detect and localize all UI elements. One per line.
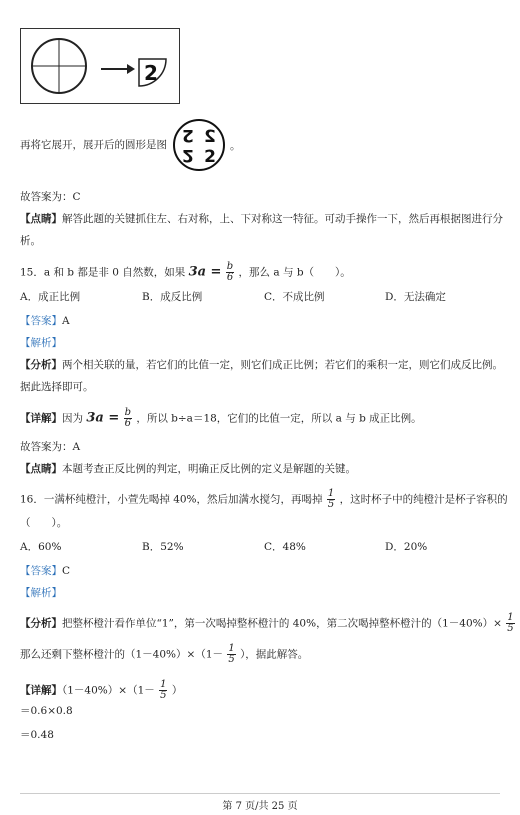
q15-comment: 【点睛】本题考查正反比例的判定，明确正反比例的定义是解题的关键。 — [20, 463, 356, 475]
digit-bottom-right: 2 — [204, 147, 216, 167]
q15-fraction: $\frac{b}{6}$ — [226, 261, 234, 283]
digit-bottom-left: 2 — [182, 145, 194, 165]
q16-option-a: A．60% — [20, 541, 62, 553]
digit-top-right: 2 — [204, 127, 216, 147]
quarter-digit: 2 — [144, 61, 158, 85]
q14-comment-line2: 析。 — [20, 235, 41, 247]
q15-option-c: C．不成比例 — [264, 291, 325, 303]
q16-detail-fraction: $\frac{1}{5}$ — [160, 679, 167, 701]
q15-answer: 【答案】A — [20, 315, 70, 327]
q15-detail: 【详解】因为 3a = $\frac{b}{6}$ ，所以 b÷a＝18，它们的比值一定，所以 a 与 b 成正比例。 — [20, 407, 422, 429]
q16-fenxi-line1: 【分析】把整杯橙汁看作单位“1”，第一次喝掉整杯橙汁的 40%，第二次喝掉整杯橙汁的（1－40%）× $\frac{1}{5}$ — [20, 612, 514, 634]
page-number: 第 7 页/共 25 页 — [222, 801, 298, 812]
q15-option-d: D．无法确定 — [385, 291, 446, 303]
q15-final: 故答案为：A — [20, 441, 81, 453]
q16-stem: 16．一满杯纯橙汁，小萱先喝掉 40%，然后加满水搅匀，再喝掉 $\frac{1}{5}$ ，这时杯子中的纯橙汁是杯子容积的 — [20, 488, 508, 510]
q16-step1: ＝0.6×0.8 — [20, 705, 73, 717]
q16-fenxi-fraction2: $\frac{1}{5}$ — [228, 643, 235, 665]
q16-analysis-tag: 【解析】 — [20, 587, 62, 599]
q15-stem: 15．a 和 b 都是非 0 自然数，如果 3a = $\frac{b}{6}$ ，那么 a 与 b（ ）。 — [20, 261, 351, 283]
q15-option-b: B．成反比例 — [142, 291, 203, 303]
unfolded-circle-diagram — [172, 118, 226, 172]
footer-divider — [20, 793, 500, 794]
q15-detail-fraction: $\frac{b}{6}$ — [124, 407, 131, 429]
q15-fenxi-line1: 【分析】两个相关联的量，若它们的比值一定，则它们成正比例；若它们的乘积一定，则它们成反比例。 — [20, 359, 503, 371]
q16-detail: 【详解】（1－40%）×（1－ $\frac{1}{5}$ ） — [20, 679, 183, 701]
q16-fraction: $\frac{1}{5}$ — [327, 488, 335, 510]
digit-top-left: 2 — [182, 125, 194, 145]
right-arrow-icon — [101, 64, 135, 74]
q16-option-b: B．52% — [142, 541, 184, 553]
q14-answer: 故答案为：C — [20, 191, 81, 203]
q16-step2: ＝0.48 — [20, 729, 54, 741]
q15-analysis-tag: 【解析】 — [20, 337, 62, 349]
q16-option-c: C．48% — [264, 541, 306, 553]
q14-unfold-line: 再将它展开，展开后的圆形是图 — [20, 139, 167, 151]
q14-unfold-end: 。 — [230, 140, 241, 152]
q14-comment-line1: 【点睛】解答此题的关键抓住左、右对称，上、下对称这一特征。可动手操作一下，然后再根据图进行分 — [20, 213, 503, 225]
q16-answer: 【答案】C — [20, 565, 71, 577]
folding-figure — [20, 28, 180, 104]
unfolded-circle-figure — [172, 118, 226, 175]
q15-option-a: A．成正比例 — [20, 291, 81, 303]
q16-fenxi-line2: 那么还剩下整杯橙汁的（1－40%）×（1－ $\frac{1}{5}$ ），据此解答。 — [20, 643, 309, 665]
q16-stem-end: （ ）。 — [20, 517, 68, 529]
q16-fenxi-fraction1: $\frac{1}{5}$ — [507, 612, 514, 634]
q16-option-d: D．20% — [385, 541, 428, 553]
q15-fenxi-line2: 据此选择即可。 — [20, 381, 94, 393]
folding-diagram — [21, 29, 179, 103]
